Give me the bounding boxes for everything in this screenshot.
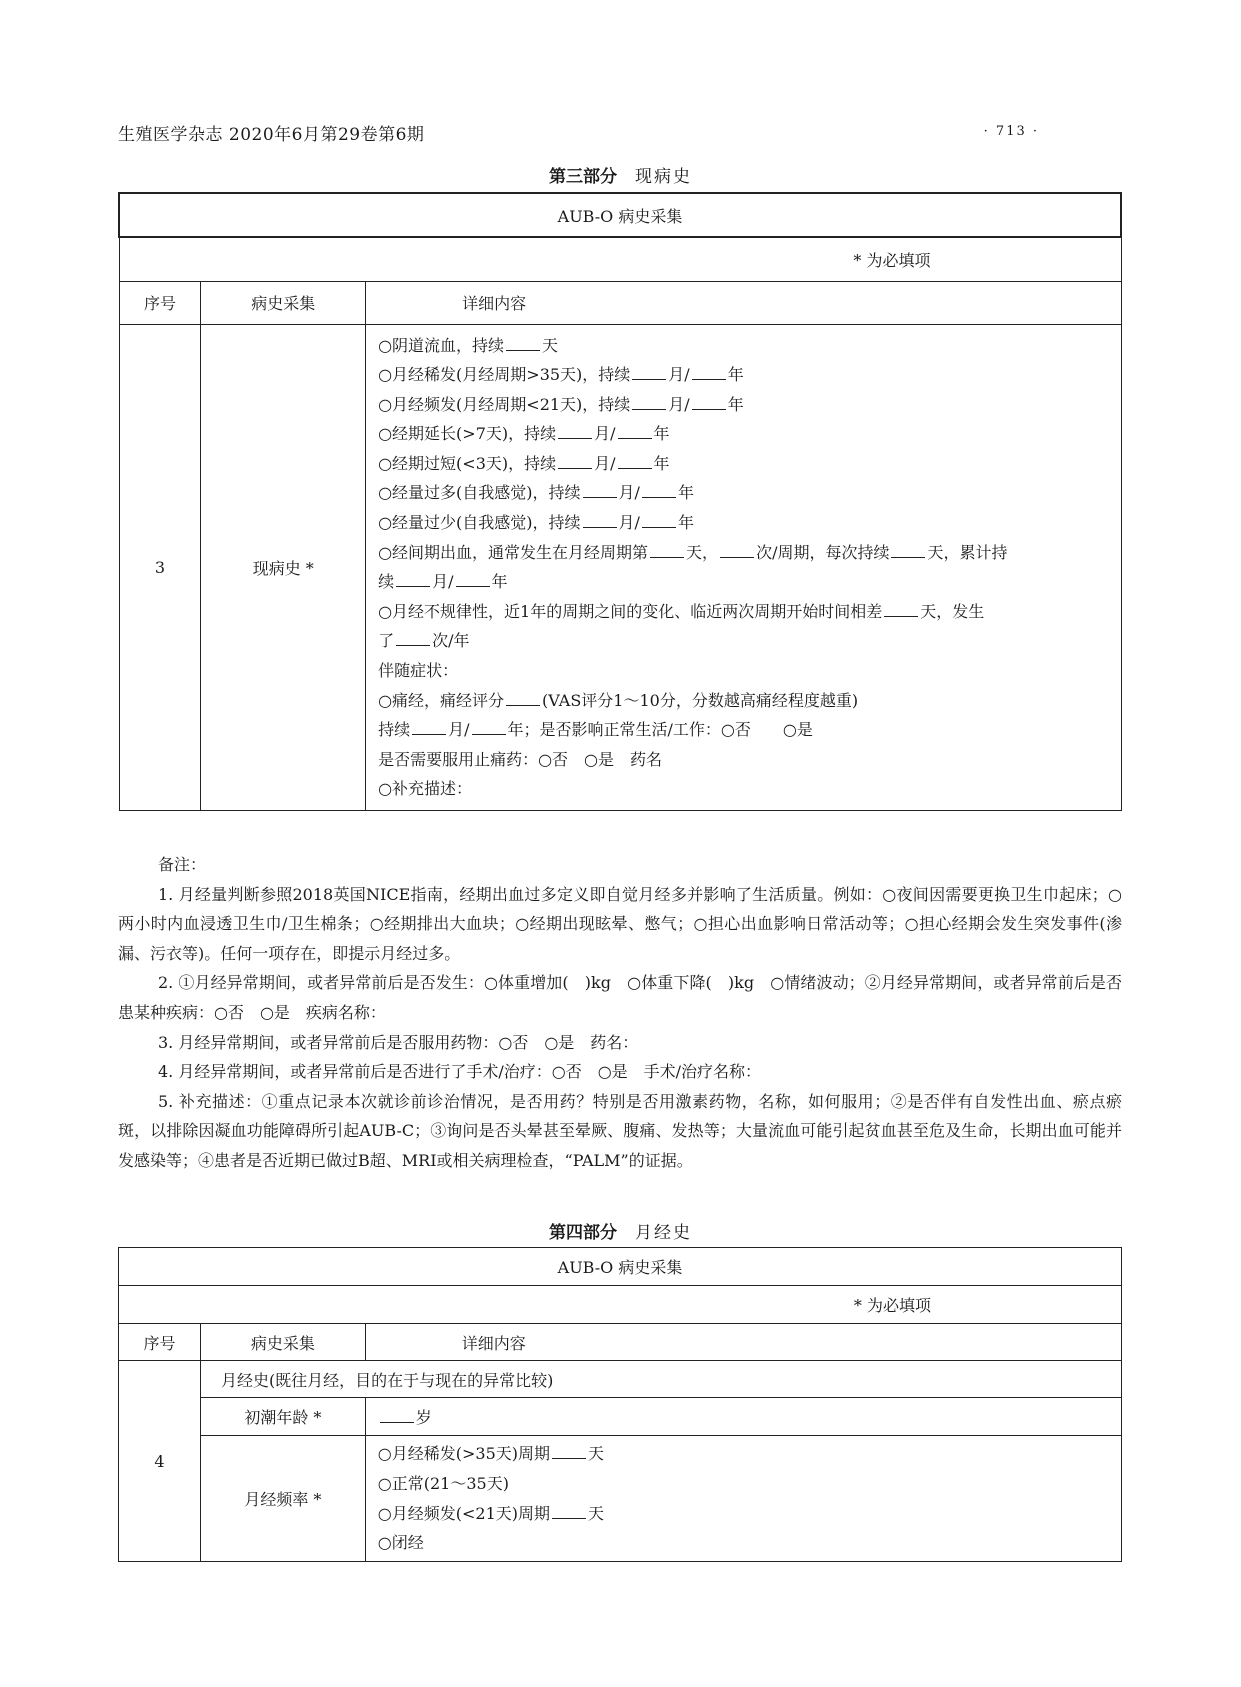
part3-table bbox=[118, 192, 1122, 811]
part4-col-item: 病史采集 bbox=[200, 1324, 365, 1361]
part3-row-seq: 3 bbox=[119, 324, 201, 811]
detail-line: ○补充描述： bbox=[378, 779, 473, 799]
notes bbox=[118, 850, 1122, 1176]
part3-table-title: AUB-O 病史采集 bbox=[119, 193, 1121, 237]
note-item: 4. 月经异常期间，或者异常前后是否进行了手术/治疗：○否 ○是 手术/治疗名称： bbox=[158, 1062, 762, 1082]
journal-header: 生殖医学杂志 2020年6月第29卷第6期 bbox=[118, 125, 425, 145]
note-item: 2. ①月经异常期间，或者异常前后是否发生：○体重增加( )kg ○体重下降( )kg ○情绪波动；②月经异常期间，或者异常前后是否患某种疾病：○否 ○是 疾病名称： bbox=[118, 973, 1122, 1022]
part4-title bbox=[0, 1218, 1241, 1243]
detail-line: ○经量过多(自我感觉)，持续 月/ 年 bbox=[378, 483, 694, 503]
part4-section-label: 月经史(既往月经，目的在于与现在的异常比较) bbox=[200, 1361, 1121, 1398]
part4-required-note: * 为必填项 bbox=[119, 1286, 1122, 1324]
freq-line: ○正常(21～35天) bbox=[377, 1473, 509, 1493]
part3-required-note: * 为必填项 bbox=[119, 237, 1121, 281]
part3-title-num: 第三部分 bbox=[549, 167, 617, 187]
part3-row-item: 现病史 * bbox=[201, 324, 366, 811]
part4-title-num: 第四部分 bbox=[549, 1223, 617, 1243]
detail-line: ○月经稀发(月经周期>35天)，持续 月/ 年 bbox=[378, 365, 744, 385]
detail-line: 是否需要服用止痛药：○否 ○是 药名 bbox=[378, 749, 663, 769]
detail-line: 续 月/ 年 bbox=[378, 572, 508, 592]
freq-cell bbox=[365, 1436, 1121, 1562]
menarche-unit: 岁 bbox=[415, 1408, 432, 1427]
part3-title-name: 现病史 bbox=[635, 167, 692, 187]
part3-detail-cell bbox=[366, 324, 1121, 811]
part3-col-item: 病史采集 bbox=[201, 281, 366, 324]
note-item: 3. 月经异常期间，或者异常前后是否服用药物：○否 ○是 药名： bbox=[158, 1032, 639, 1052]
part3-col-seq: 序号 bbox=[119, 281, 201, 324]
part4-table-title: AUB-O 病史采集 bbox=[119, 1248, 1122, 1286]
note-item: 5. 补充描述：①重点记录本次就诊前诊治情况，是否用药？特别是否用激素药物，名称，如何服用；②是否伴有自发性出血、瘀点瘀斑，以排除因凝血功能障碍所引起AUB-C；③询问是否头晕甚至晕厥、腹痛、发热等；大量流血可能引起贫血甚至危及生命，长期出血可能并发感染等；④患者是否近期已做过B超、MRI或相关病理检查，“PALM”的证据。 bbox=[118, 1091, 1122, 1170]
part3-title bbox=[0, 162, 1241, 187]
note-item: 1. 月经量判断参照2018英国NICE指南，经期出血过多定义即自觉月经多并影响了生活质量。例如：○夜间因需要更换卫生巾起床；○两小时内血浸透卫生巾/卫生棉条；○经期排出大血块；○经期出现眩晕、憋气；○担心出血影响日常活动等；○担心经期会发生突发事件(渗漏、污衣等)。任何一项存在，即提示月经过多。 bbox=[118, 884, 1122, 963]
part4-col-detail: 详细内容 bbox=[365, 1324, 1121, 1361]
detail-line: ○月经频发(月经周期<21天)，持续 月/ 年 bbox=[378, 394, 744, 414]
freq-line: ○月经稀发(>35天)周期 天 bbox=[377, 1444, 605, 1464]
page-number: · 713 · bbox=[983, 124, 1039, 139]
part4-title-name: 月经史 bbox=[635, 1223, 692, 1243]
detail-line: 了 次/年 bbox=[378, 631, 470, 651]
detail-line: ○经量过少(自我感觉)，持续 月/ 年 bbox=[378, 513, 694, 533]
menarche-cell bbox=[365, 1398, 1121, 1436]
menarche-label: 初潮年龄 * bbox=[200, 1398, 365, 1436]
detail-line: ○经间期出血，通常发生在月经周期第 天， 次/周期，每次持续 天，累计持 bbox=[378, 542, 1008, 562]
detail-line: 持续 月/ 年；是否影响正常生活/工作：○否 ○是 bbox=[378, 720, 813, 740]
detail-line: ○经期延长(>7天)，持续 月/ 年 bbox=[378, 424, 670, 444]
detail-line: 伴随症状： bbox=[378, 661, 459, 681]
detail-line: ○月经不规律性，近1年的周期之间的变化、临近两次周期开始时间相差 天，发生 bbox=[378, 601, 985, 621]
freq-line: ○闭经 bbox=[377, 1533, 424, 1553]
detail-line: ○经期过短(<3天)，持续 月/ 年 bbox=[378, 453, 670, 473]
notes-label: 备注： bbox=[158, 855, 207, 874]
part4-col-seq: 序号 bbox=[119, 1324, 201, 1361]
freq-line: ○月经频发(<21天)周期 天 bbox=[377, 1503, 605, 1523]
freq-label: 月经频率 * bbox=[200, 1436, 365, 1562]
part4-row-seq: 4 bbox=[119, 1361, 201, 1562]
part4-table bbox=[118, 1247, 1122, 1562]
detail-line: ○阴道流血，持续 天 bbox=[378, 335, 559, 355]
detail-line: ○痛经，痛经评分 (VAS评分1～10分，分数越高痛经程度越重) bbox=[378, 690, 859, 710]
part3-col-detail: 详细内容 bbox=[366, 281, 1121, 324]
